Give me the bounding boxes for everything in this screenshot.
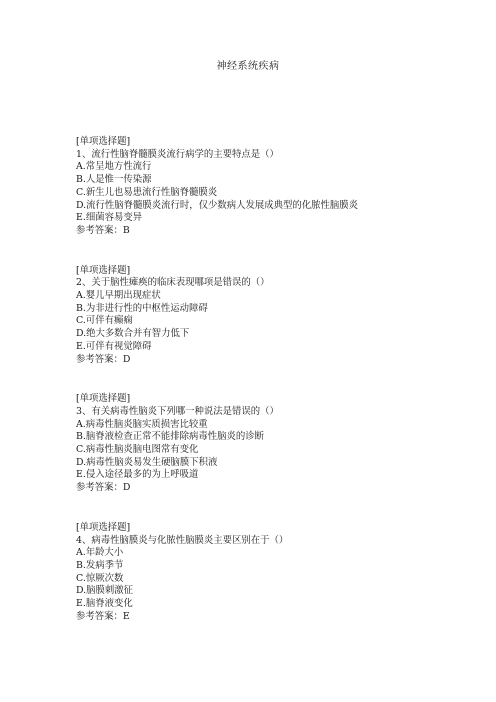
option-b: B.脑脊液检查正常不能排除病毒性脑炎的诊断 [76, 431, 264, 443]
question-stem: 3、有关病毒性脑炎下列哪一种说法是错误的（） [76, 405, 279, 417]
reference-answer: 参考答案：E [76, 610, 130, 622]
question-type: [单项选择题] [76, 521, 131, 533]
question-stem: 4、病毒性脑膜炎与化脓性脑膜炎主要区别在于（） [76, 534, 289, 546]
option-d: D.病毒性脑炎易发生硬脑膜下积液 [76, 456, 218, 468]
option-a: A.年龄大小 [76, 547, 124, 559]
option-b: B.人是惟一传染源 [76, 174, 152, 186]
question-stem: 1、流行性脑脊髓膜炎流行病学的主要特点是（） [76, 148, 279, 160]
option-e: E.可伴有视觉障碍 [76, 340, 152, 352]
option-b: B.发病季节 [76, 559, 124, 571]
option-c: C.病毒性脑炎脑电图常有变化 [76, 444, 199, 456]
reference-answer: 参考答案：B [76, 224, 130, 236]
question-block [76, 393, 476, 495]
question-block [76, 265, 476, 367]
option-a: A.病毒性脑炎脑实质损害比较重 [76, 418, 208, 430]
option-d: D.绝大多数合并有智力低下 [76, 328, 190, 340]
option-b: B.为非进行性的中枢性运动障碍 [76, 302, 208, 314]
option-c: C.可伴有癫痫 [76, 315, 133, 327]
option-d: D.脑膜刺激征 [76, 585, 134, 597]
reference-answer: 参考答案：D [76, 482, 131, 494]
option-c: C.惊厥次数 [76, 572, 124, 584]
question-block [76, 136, 476, 238]
question-block [76, 522, 476, 624]
question-stem: 2、关于脑性瘫痪的临床表现哪项是错误的（） [76, 277, 270, 289]
question-type: [单项选择题] [76, 393, 131, 405]
option-e: E.细菌容易变异 [76, 212, 143, 224]
question-type: [单项选择题] [76, 136, 131, 147]
option-d: D.流行性脑脊髓膜炎流行时，仅少数病人发展成典型的化脓性脑膜炎 [76, 199, 359, 211]
page-title: 神经系统疾病 [216, 61, 280, 72]
reference-answer: 参考答案：D [76, 353, 131, 365]
question-list [76, 136, 476, 651]
option-a: A.常呈地方性流行 [76, 161, 152, 173]
option-e: E.侵入途径最多的为上呼吸道 [76, 469, 199, 481]
question-type: [单项选择题] [76, 264, 131, 276]
option-e: E.脑脊液变化 [76, 598, 133, 610]
option-c: C.新生儿也易患流行性脑脊髓膜炎 [76, 186, 218, 198]
option-a: A.婴儿早期出现症状 [76, 290, 161, 302]
